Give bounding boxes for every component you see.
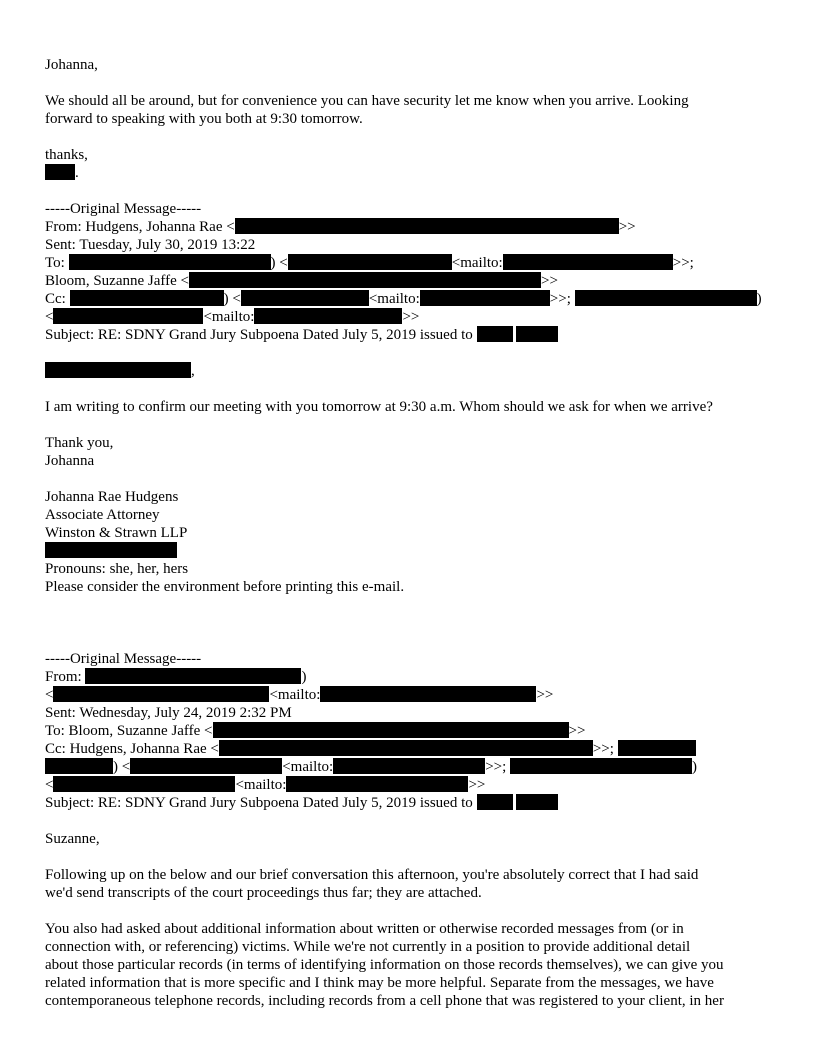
redaction-block	[219, 740, 593, 756]
reply-greeting: Suzanne,	[45, 831, 100, 847]
header-from: From: Hudgens, Johanna Rae < >>	[45, 219, 636, 235]
reply-body-line: related information that is more specific and I think may be more helpful. Separate from the messages, we have	[45, 975, 714, 991]
redaction-block	[53, 308, 203, 324]
redaction-block	[45, 758, 113, 774]
header-to-cont: Bloom, Suzanne Jaffe < >>	[45, 273, 558, 289]
original-message-header: -----Original Message-----	[45, 201, 202, 217]
header-from-cont: < <mailto: >>	[45, 687, 554, 703]
header-cc: Cc: Hudgens, Johanna Rae < >>;	[45, 740, 696, 758]
header-to: To: Bloom, Suzanne Jaffe < >>	[45, 723, 586, 739]
email-signer: .	[45, 164, 79, 182]
email-body-line: forward to speaking with you both at 9:30 tomorrow.	[45, 111, 363, 127]
email-greeting: Johanna,	[45, 57, 98, 73]
redaction-block	[70, 290, 224, 306]
reply-greeting: ,	[45, 362, 195, 380]
reply-body-line: connection with, or referencing) victims. While we're not currently in a position to provide additional detail	[45, 939, 691, 955]
redaction-block	[516, 326, 558, 342]
signature-firm: Winston & Strawn LLP	[45, 525, 188, 541]
reply-body-line: Following up on the below and our brief conversation this afternoon, you're absolutely correct that I had said	[45, 867, 699, 883]
redaction-block	[254, 308, 402, 324]
redaction-block	[575, 290, 757, 306]
header-subject: Subject: RE: SDNY Grand Jury Subpoena Dated July 5, 2019 issued to	[45, 326, 558, 344]
header-from: From: )	[45, 669, 307, 685]
email-signoff: thanks,	[45, 147, 88, 163]
signature-name: Johanna Rae Hudgens	[45, 489, 179, 505]
redaction-block	[420, 290, 550, 306]
redaction-block	[241, 290, 369, 306]
header-sent: Sent: Wednesday, July 24, 2019 2:32 PM	[45, 705, 292, 721]
original-message-header: -----Original Message-----	[45, 651, 202, 667]
redaction-block	[53, 686, 269, 702]
redaction-block	[320, 686, 536, 702]
header-subject: Subject: RE: SDNY Grand Jury Subpoena Dated July 5, 2019 issued to	[45, 794, 558, 812]
header-sent: Sent: Tuesday, July 30, 2019 13:22	[45, 237, 256, 253]
reply-name: Johanna	[45, 453, 95, 469]
signature-notice: Please consider the environment before printing this e-mail.	[45, 579, 405, 595]
email-body-line: We should all be around, but for convenience you can have security let me know when you arrive. Looking	[45, 93, 689, 109]
reply-body-line: contemporaneous telephone records, including records from a cell phone that was registered to your client, in her	[45, 993, 724, 1009]
redaction-block	[288, 254, 452, 270]
signature-pronouns: Pronouns: she, her, hers	[45, 561, 189, 577]
redaction-block	[53, 776, 235, 792]
redaction-block	[503, 254, 673, 270]
redaction-block	[333, 758, 485, 774]
redaction-block	[235, 218, 619, 234]
header-cc: Cc: ) < <mailto: >>; )	[45, 291, 762, 307]
signature-redacted-line	[45, 542, 177, 560]
redaction-block	[45, 542, 177, 558]
redaction-block	[213, 722, 569, 738]
redaction-block	[516, 794, 558, 810]
redaction-block	[69, 254, 271, 270]
header-cc-cont: < <mailto: >>	[45, 309, 420, 325]
reply-body-line: about those particular records (in terms of identifying information on those records themselves), we can give you	[45, 957, 724, 973]
reply-thanks: Thank you,	[45, 435, 114, 451]
redaction-block	[618, 740, 696, 756]
redaction-block	[477, 326, 513, 342]
redaction-block	[189, 272, 541, 288]
redaction-block	[85, 668, 301, 684]
reply-body-line: we'd send transcripts of the court proceedings thus far; they are attached.	[45, 885, 482, 901]
redaction-block	[510, 758, 692, 774]
reply-body: I am writing to confirm our meeting with you tomorrow at 9:30 a.m. Whom should we ask for when we arrive?	[45, 399, 713, 415]
redaction-block	[45, 164, 75, 180]
header-cc-cont: < <mailto: >>	[45, 777, 486, 793]
redaction-block	[130, 758, 282, 774]
redaction-block	[286, 776, 468, 792]
header-cc-cont: ) < <mailto: >>; )	[45, 758, 697, 776]
redaction-block	[45, 362, 191, 378]
header-to: To: ) < <mailto: >>;	[45, 255, 694, 271]
redaction-block	[477, 794, 513, 810]
signature-title: Associate Attorney	[45, 507, 160, 523]
reply-body-line: You also had asked about additional information about written or otherwise recorded messages from (or in	[45, 921, 684, 937]
